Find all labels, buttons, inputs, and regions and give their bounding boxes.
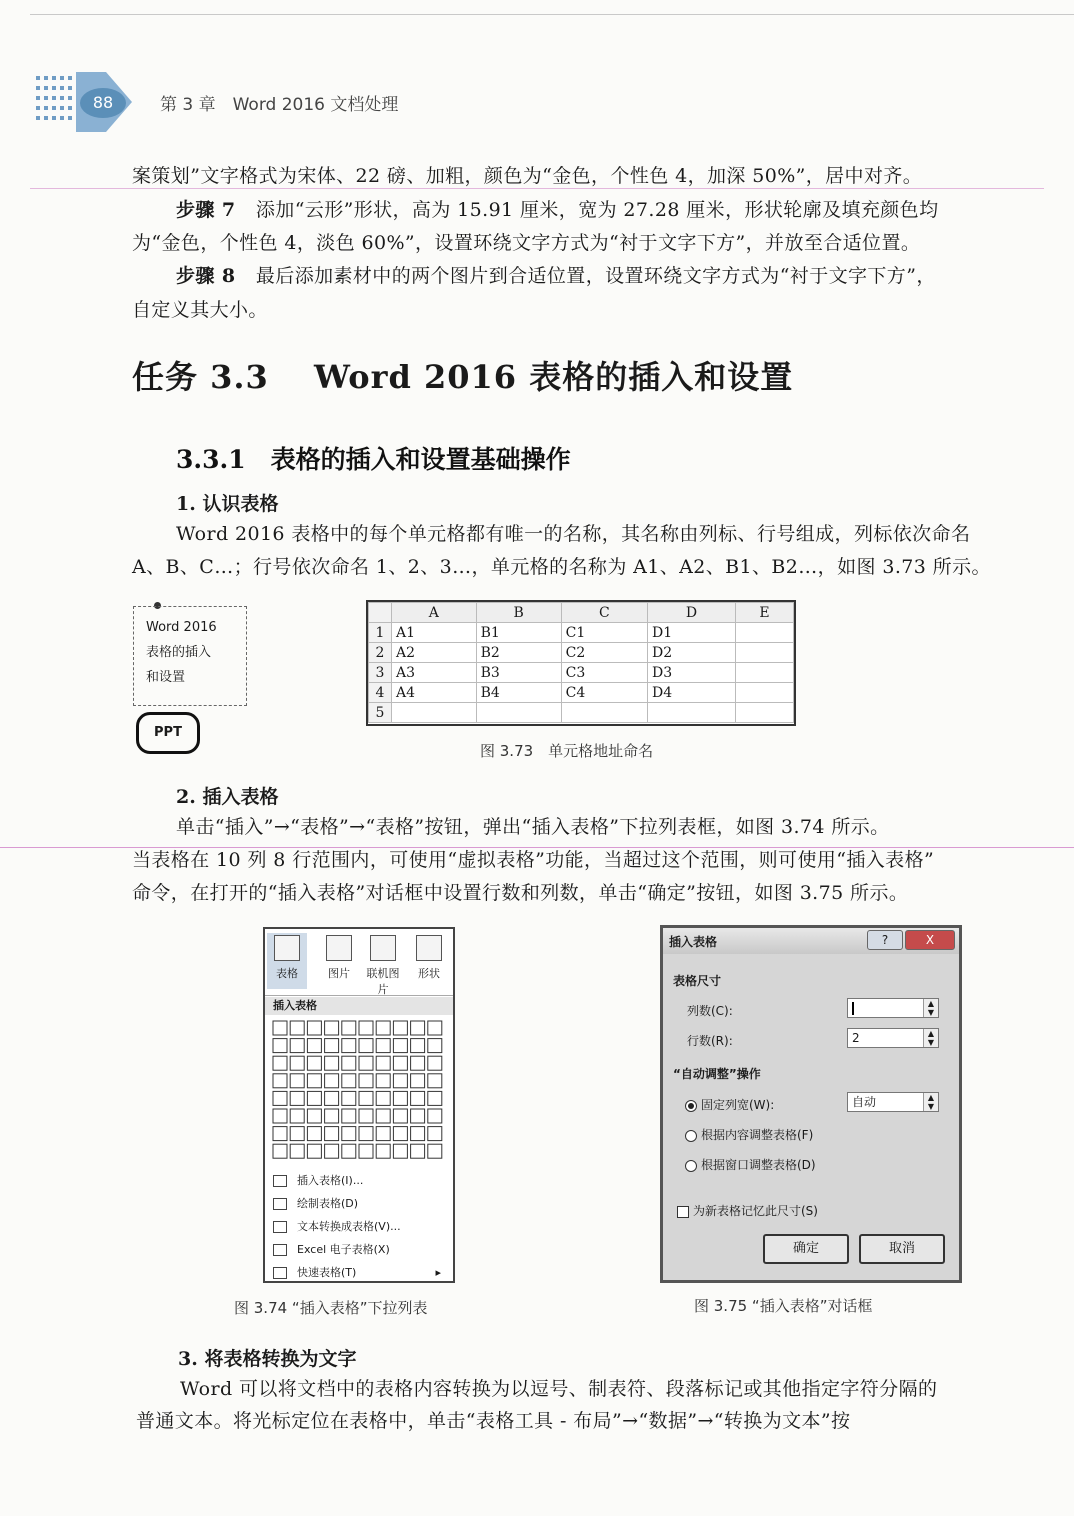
grid-cell[interactable] [273,1127,287,1141]
row-header: 5 [369,703,392,723]
rows-label: 行数(R): [687,1034,733,1048]
step-label: 步骤 8 [176,265,236,287]
grid-cell[interactable] [325,1109,339,1123]
step-text: 添加“云形”形状，高为 15.91 厘米，宽为 27.28 厘米，形状轮廓及填充颜色均 [255,199,939,221]
grid-cell[interactable] [290,1144,304,1158]
grid-cell[interactable] [428,1021,442,1035]
column-header: D [648,603,736,623]
ribbon-online-picture-button[interactable] [363,933,403,997]
corner-cell [369,603,392,623]
insert-table-dropdown [263,927,455,1283]
row-header: 1 [369,623,392,643]
grid-cell[interactable] [359,1127,373,1141]
help-button[interactable]: ? [867,930,903,950]
page-number: 88 [80,88,126,118]
grid-cell[interactable] [411,1109,425,1123]
cell [648,703,736,723]
grid-cell[interactable] [411,1021,425,1035]
grid-cell[interactable] [411,1127,425,1141]
grid-cell[interactable] [393,1109,407,1123]
heading-recognize-table: 1. 认识表格 [176,493,279,515]
grid-cell[interactable] [325,1074,339,1088]
subsection-title: 3.3.1 表格的插入和设置基础操作 [176,445,571,474]
cell: D4 [648,683,736,703]
radio-icon [685,1160,697,1172]
cell [476,703,561,723]
table-row [369,703,794,723]
menu-label: 插入表格(I)... [297,1174,364,1187]
column-header: A [392,603,477,623]
radio-selected-icon [685,1100,697,1112]
cell: A2 [392,643,477,663]
cell: A1 [392,623,477,643]
paragraph: 当表格在 10 列 8 行范围内，可使用“虚拟表格”功能，当超过这个范围，则可使用“插入表格” [132,849,935,871]
grid-cell[interactable] [376,1056,390,1070]
grid-cell[interactable] [393,1039,407,1053]
grid-cell[interactable] [290,1091,304,1105]
rows-spinner[interactable] [847,1028,939,1048]
grid-cell[interactable] [359,1039,373,1053]
pencil-icon [273,1198,287,1210]
paragraph: 为“金色，个性色 4，淡色 60%”，设置环绕文字方式为“衬于文字下方”，并放至合适位置。 [132,232,921,254]
radio-autofit-window[interactable] [685,1156,816,1173]
ribbon-shapes-button[interactable] [409,933,449,981]
grid-cell[interactable] [428,1144,442,1158]
table-row [369,683,794,703]
paragraph: 命令，在打开的“插入表格”对话框中设置行数和列数，单击“确定”按钮，如图 3.75 所示。 [132,882,909,904]
convert-icon [273,1221,287,1233]
grid-cell[interactable] [428,1091,442,1105]
grid-cell[interactable] [428,1056,442,1070]
radio-fixed-width[interactable] [685,1096,774,1113]
grid-cell[interactable] [428,1127,442,1141]
grid-cell[interactable] [376,1074,390,1088]
grid-cell[interactable] [290,1021,304,1035]
text-cursor [852,1002,854,1015]
grid-cell[interactable] [273,1144,287,1158]
paragraph: Word 2016 表格中的每个单元格都有唯一的名称，其名称由列标、行号组成，列标依次命名 [176,523,971,545]
grid-cell[interactable] [342,1091,356,1105]
grid-cell[interactable] [428,1109,442,1123]
group-label-size: 表格尺寸 [673,974,722,988]
cell: A4 [392,683,477,703]
step-7-line [176,194,938,227]
figure-caption: 图 3.73 单元格地址命名 [480,742,654,760]
spin-arrows-icon[interactable]: ▲ ▼ [923,1029,938,1047]
fixed-width-value: 自动 [852,1095,877,1109]
row-header: 3 [369,663,392,683]
ribbon-label: 图片 [328,967,350,980]
menu-label: Excel 电子表格(X) [297,1243,390,1256]
grid-cell[interactable] [376,1127,390,1141]
excel-icon [273,1244,287,1256]
radio-autofit-content[interactable] [685,1126,813,1143]
quick-table-icon [273,1267,287,1279]
spin-arrows-icon[interactable]: ▲ ▼ [923,999,938,1017]
table-menu [269,1169,449,1284]
radio-icon [685,1130,697,1142]
grid-cell[interactable] [411,1091,425,1105]
grid-cell[interactable] [411,1056,425,1070]
dialog-title: 插入表格 [663,928,959,954]
insert-table-icon [273,1175,287,1187]
grid-cell[interactable] [393,1144,407,1158]
cell: B2 [476,643,561,663]
grid-cell[interactable] [359,1074,373,1088]
grid-cell[interactable] [428,1074,442,1088]
grid-cell[interactable] [428,1039,442,1053]
cell [735,663,793,683]
cancel-button[interactable]: 取消 [859,1234,945,1264]
step-8-line [176,260,936,293]
row-header: 4 [369,683,392,703]
radio-label: 根据内容调整表格(F) [701,1128,814,1142]
ribbon-label: 形状 [418,967,440,980]
grid-cell[interactable] [307,1039,321,1053]
grid-cell[interactable] [411,1074,425,1088]
grid-cell[interactable] [325,1056,339,1070]
step-text: 最后添加素材中的两个图片到合适位置，设置环绕文字方式为“衬于文字下方”， [255,265,936,287]
menu-label: 文本转换成表格(V)... [297,1220,401,1233]
cell: B1 [476,623,561,643]
column-header: E [735,603,793,623]
table-row [369,663,794,683]
menu-quick-tables[interactable] [269,1261,449,1284]
ribbon-label: 联机图片 [366,967,400,996]
cell: D2 [648,643,736,663]
section-title: 任务 3.3 Word 2016 表格的插入和设置 [132,358,794,396]
online-picture-icon [370,935,396,961]
group-label-autofit: “自动调整”操作 [673,1067,761,1081]
grid-cell[interactable] [342,1056,356,1070]
grid-cell[interactable] [376,1091,390,1105]
cell: C2 [561,643,647,663]
figure-caption: 图 3.74 “插入表格”下拉列表 [234,1299,428,1317]
column-header: C [561,603,647,623]
grid-cell[interactable] [325,1039,339,1053]
ribbon-picture-button[interactable] [319,933,359,981]
running-header: 第 3 章 Word 2016 文档处理 [160,95,399,115]
virtual-table-grid[interactable] [271,1019,447,1163]
note-line: Word 2016 [146,620,217,635]
grid-cell[interactable] [307,1074,321,1088]
grid-cell[interactable] [359,1056,373,1070]
grid-cell[interactable] [342,1039,356,1053]
title-buttons [867,930,955,950]
grid-cell[interactable] [290,1039,304,1053]
table-icon [274,935,300,961]
menu-label: 绘制表格(D) [297,1197,359,1210]
table-row [369,623,794,643]
radio-label: 固定列宽(W): [701,1098,775,1112]
checkbox-label: 为新表格记忆此尺寸(S) [693,1204,818,1218]
column-header: B [476,603,561,623]
cell: C4 [561,683,647,703]
step-label: 步骤 7 [176,199,236,221]
paragraph: 自定义其大小。 [132,299,268,321]
fixed-width-spinner[interactable] [847,1092,939,1112]
paragraph: 案策划”文字格式为宋体、22 磅、加粗，颜色为“金色，个性色 4，加深 50%”，居中对齐。 [132,165,923,187]
cols-spinner[interactable] [847,998,939,1018]
grid-cell[interactable] [376,1021,390,1035]
ok-button[interactable]: 确定 [763,1234,849,1264]
grid-cell[interactable] [342,1074,356,1088]
grid-cell[interactable] [290,1074,304,1088]
grid-cell[interactable] [393,1056,407,1070]
note-line: 和设置 [146,670,186,685]
grid-cell[interactable] [342,1109,356,1123]
paragraph: 普通文本。将光标定位在表格中，单击“表格工具 - 布局”→“数据”→“转换为文本”按 [136,1410,851,1432]
grid-cell[interactable] [411,1039,425,1053]
shapes-icon [416,935,442,961]
grid-cell[interactable] [325,1144,339,1158]
insert-table-dialog [660,925,962,1283]
grid-cell[interactable] [359,1144,373,1158]
ribbon-label: 表格 [276,967,298,980]
figure-caption: 图 3.75 “插入表格”对话框 [694,1297,873,1315]
grid-cell[interactable] [290,1127,304,1141]
cell: D3 [648,663,736,683]
ribbon-table-button[interactable] [267,933,307,989]
grid-cell[interactable] [307,1091,321,1105]
cell [561,703,647,723]
grid-cell[interactable] [376,1039,390,1053]
grid-cell[interactable] [307,1021,321,1035]
grid-cell[interactable] [307,1127,321,1141]
grid-cell[interactable] [393,1091,407,1105]
note-line: 表格的插入 [146,645,212,660]
grid-cell[interactable] [325,1091,339,1105]
ribbon-group [265,929,453,996]
grid-cell[interactable] [290,1056,304,1070]
spin-arrows-icon[interactable]: ▲ ▼ [923,1093,938,1111]
grid-cell[interactable] [342,1127,356,1141]
grid-cell[interactable] [273,1056,287,1070]
cell-table [368,602,794,723]
paragraph: A、B、C…；行号依次命名 1、2、3…，单元格的名称为 A1、A2、B1、B2…，如图 3.73 所示。 [132,556,991,578]
spreadsheet-figure [366,600,796,726]
chevron-right-icon: ▸ [435,1266,441,1279]
grid-cell[interactable] [393,1074,407,1088]
cell [735,623,793,643]
cell [735,683,793,703]
cols-label: 列数(C): [687,1004,733,1018]
grid-cell[interactable] [325,1021,339,1035]
grid-cell[interactable] [359,1109,373,1123]
cell: A3 [392,663,477,683]
grid-cell[interactable] [359,1021,373,1035]
side-note [133,606,247,706]
grid-cell[interactable] [273,1021,287,1035]
close-button[interactable]: X [905,930,955,950]
paragraph: Word 可以将文档中的表格内容转换为以逗号、制表符、段落标记或其他指定字符分隔的 [180,1378,938,1400]
cell: C3 [561,663,647,683]
cell: B4 [476,683,561,703]
grid-cell[interactable] [273,1074,287,1088]
rows-value: 2 [852,1031,860,1045]
radio-label: 根据窗口调整表格(D) [701,1158,816,1172]
grid-cell[interactable] [393,1127,407,1141]
remember-size-checkbox[interactable] [677,1202,818,1219]
column-header-row [369,603,794,623]
top-rule [30,14,1074,15]
menu-draw-table[interactable] [269,1192,449,1215]
table-row [369,643,794,663]
grid-title: 插入表格 [265,997,453,1015]
checkbox-icon [677,1206,689,1218]
cell [392,703,477,723]
ppt-badge[interactable]: PPT [136,712,200,754]
menu-text-to-table[interactable] [269,1215,449,1238]
grid-cell[interactable] [273,1109,287,1123]
grid-cell[interactable] [393,1021,407,1035]
grid-cell[interactable] [342,1021,356,1035]
cell: C1 [561,623,647,643]
grid-cell[interactable] [376,1144,390,1158]
menu-insert-table[interactable] [269,1169,449,1192]
grid-cell[interactable] [273,1039,287,1053]
row-header: 2 [369,643,392,663]
heading-insert-table: 2. 插入表格 [176,786,279,808]
grid-cell[interactable] [359,1091,373,1105]
grid-cell[interactable] [307,1056,321,1070]
grid-cell[interactable] [376,1109,390,1123]
paragraph: 单击“插入”→“表格”→“表格”按钮，弹出“插入表格”下拉列表框，如图 3.74 所示。 [176,816,890,838]
heading-convert-table: 3. 将表格转换为文字 [178,1348,357,1370]
grid-cell[interactable] [411,1144,425,1158]
grid-cell[interactable] [342,1144,356,1158]
cell: B3 [476,663,561,683]
grid-cell[interactable] [307,1109,321,1123]
picture-icon [326,935,352,961]
cell [735,643,793,663]
grid-cell[interactable] [325,1127,339,1141]
grid-cell[interactable] [290,1109,304,1123]
menu-excel-spreadsheet[interactable] [269,1238,449,1261]
cell [735,703,793,723]
grid-cell[interactable] [273,1091,287,1105]
menu-label: 快速表格(T) [297,1266,357,1279]
cell: D1 [648,623,736,643]
grid-cell[interactable] [307,1144,321,1158]
